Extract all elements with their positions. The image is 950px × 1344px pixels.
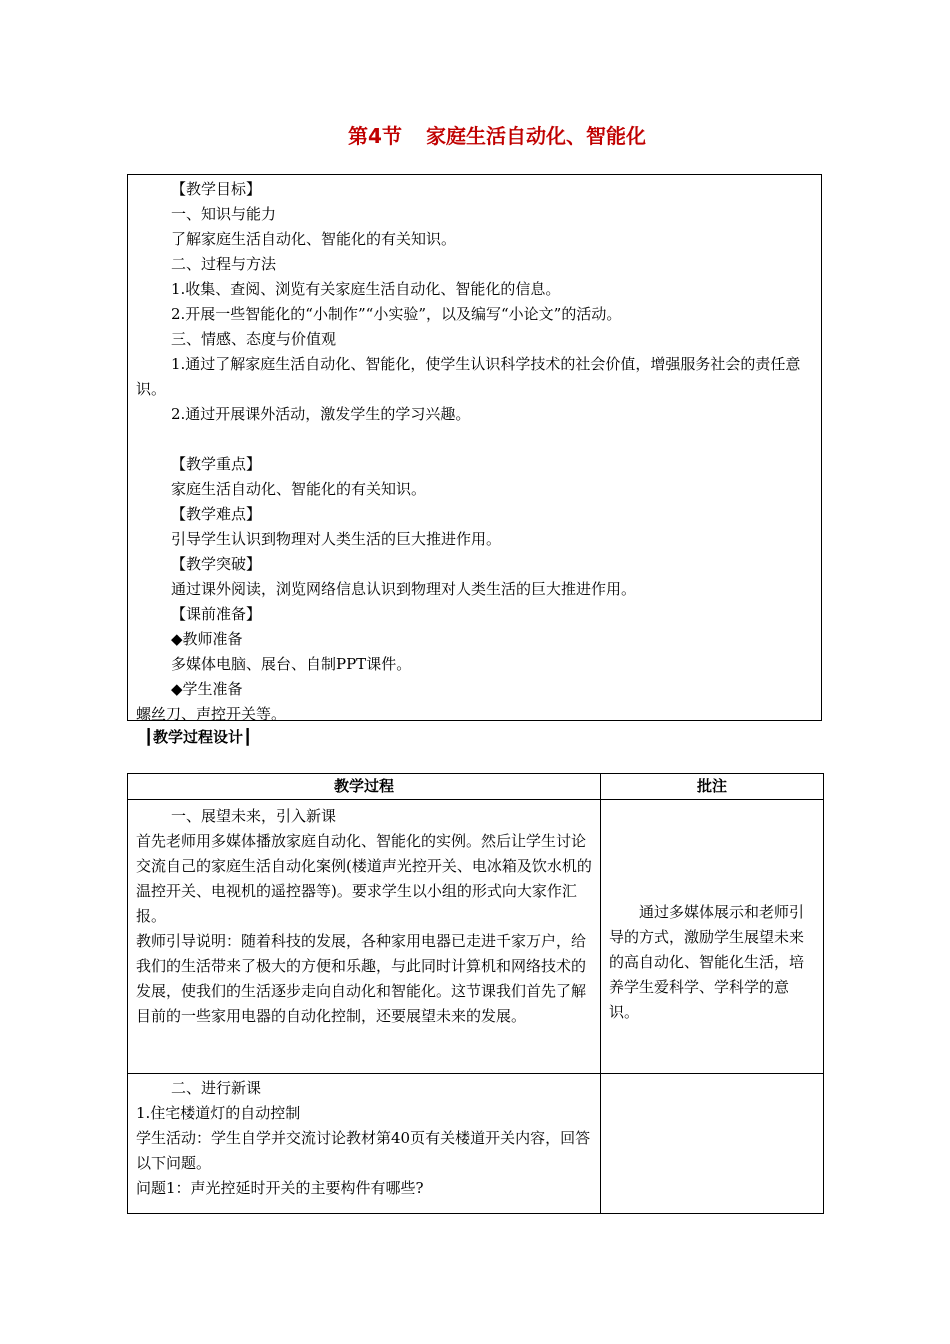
- breakthrough-header: 【教学突破】: [171, 555, 262, 573]
- row1-para2: 教师引导说明：随着科技的发展，各种家用电器已走进千家万户，给我们的生活带来了极大的方便和乐趣，与此同时计算机和网络技术的发展，使我们的生活逐步走向自动化和智能化。这节课我们首先了解目前的一些家用电器的自动化控制，还要展望未来的发展。: [136, 932, 587, 1025]
- process-table: [127, 773, 824, 1214]
- difficulty-text: 引导学生认识到物理对人类生活的巨大推进作用。: [171, 530, 502, 548]
- objectives-box: [127, 174, 822, 721]
- table-row: [128, 1074, 824, 1214]
- row2-heading: 二、进行新课: [171, 1079, 262, 1097]
- table-row: [128, 800, 824, 1074]
- row2-activity: 学生活动：学生自学并交流讨论教材第40页有关楼道开关内容，回答以下问题。: [136, 1129, 591, 1172]
- row2-sub1: 1.住宅楼道灯的自动控制: [136, 1104, 301, 1122]
- table-header-row: [128, 774, 824, 800]
- col-header-notes: 批注: [601, 774, 824, 800]
- row2-q1: 问题1：声光控延时开关的主要构件有哪些?: [136, 1179, 424, 1197]
- key-point-text: 家庭生活自动化、智能化的有关知识。: [171, 480, 427, 498]
- objectives-header: 【教学目标】: [171, 180, 262, 198]
- section-knowledge-title: 一、知识与能力: [171, 205, 277, 223]
- process-item-2: 2.开展一些智能化的“小制作”“小实验”，以及编写“小论文”的活动。: [171, 305, 622, 323]
- page-title: 第4节 家庭生活自动化、智能化: [348, 124, 646, 148]
- section-process-title: 二、过程与方法: [171, 255, 277, 273]
- values-item-1: 1.通过了解家庭生活自动化、智能化，使学生认识科学技术的社会价值，增强服务社会的责任意识。: [136, 355, 801, 398]
- col-header-process: 教学过程: [128, 774, 601, 800]
- teacher-prep-label: ◆教师准备: [171, 630, 243, 648]
- section-values-title: 三、情感、态度与价值观: [171, 330, 337, 348]
- process-heading: ┃教学过程设计┃: [144, 728, 253, 746]
- breakthrough-text: 通过课外阅读，浏览网络信息认识到物理对人类生活的巨大推进作用。: [171, 580, 637, 598]
- row1-heading: 一、展望未来，引入新课: [171, 807, 337, 825]
- values-item-2: 2.通过开展课外活动，激发学生的学习兴趣。: [171, 405, 471, 423]
- key-point-header: 【教学重点】: [171, 455, 262, 473]
- section-knowledge-text: 了解家庭生活自动化、智能化的有关知识。: [171, 230, 457, 248]
- row1-note: 通过多媒体展示和老师引导的方式，激励学生展望未来的高自动化、智能化生活，培养学生爱科学、学科学的意识。: [609, 903, 805, 1021]
- preparation-header: 【课前准备】: [171, 605, 262, 623]
- student-prep-label: ◆学生准备: [171, 680, 243, 698]
- student-prep-text: 螺丝刀、声控开关等。: [136, 705, 287, 723]
- difficulty-header: 【教学难点】: [171, 505, 262, 523]
- teacher-prep-text: 多媒体电脑、展台、自制PPT课件。: [171, 655, 412, 673]
- row1-para1: 首先老师用多媒体播放家庭自动化、智能化的实例。然后让学生讨论交流自己的家庭生活自动化案例(楼道声光控开关、电冰箱及饮水机的温控开关、电视机的遥控器等)。要求学生以小组的形式向大家作汇报。: [136, 832, 592, 925]
- process-item-1: 1.收集、查阅、浏览有关家庭生活自动化、智能化的信息。: [171, 280, 561, 298]
